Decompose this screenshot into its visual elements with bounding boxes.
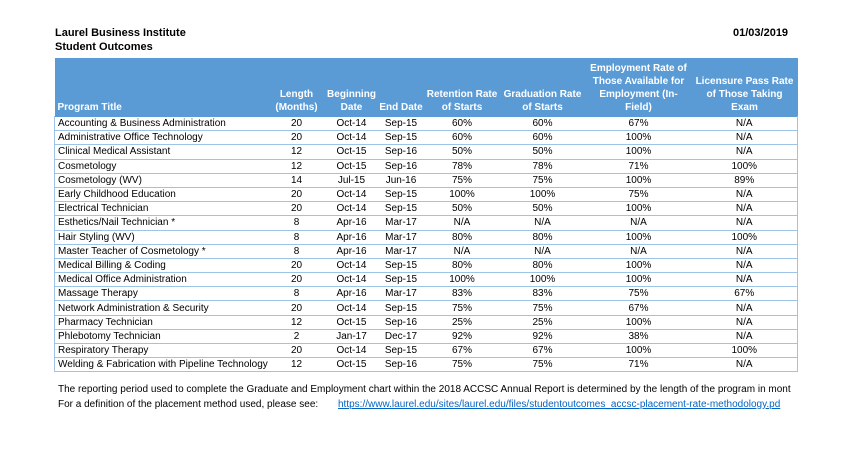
table-cell: N/A	[692, 202, 798, 216]
table-cell: Sep-15	[378, 258, 425, 272]
table-cell: Sep-15	[378, 117, 425, 131]
table-cell: 80%	[500, 230, 586, 244]
column-header: Program Title	[55, 58, 268, 117]
program-title-cell: Phlebotomy Technician	[55, 329, 268, 343]
table-cell: Oct-14	[326, 301, 378, 315]
table-cell: N/A	[692, 301, 798, 315]
column-header: End Date	[378, 58, 425, 117]
table-header-row	[55, 58, 798, 117]
table-cell: Oct-15	[326, 315, 378, 329]
table-cell: Sep-16	[378, 315, 425, 329]
table-cell: 100%	[586, 145, 692, 159]
table-cell: 100%	[425, 273, 500, 287]
table-cell: 20	[268, 344, 326, 358]
column-header: Length (Months)	[268, 58, 326, 117]
table-cell: Oct-14	[326, 258, 378, 272]
table-cell: Apr-16	[326, 216, 378, 230]
reporting-period-note: The reporting period used to complete the Graduate and Employment chart within the 2018 ACCSC Annual Report is determined by the length of the program in mont	[58, 384, 791, 395]
table-cell: 8	[268, 244, 326, 258]
table-cell: Oct-14	[326, 344, 378, 358]
methodology-link[interactable]: https://www.laurel.edu/sites/laurel.edu/files/studentoutcomes_accsc-placement-rate-methodology.pd	[338, 399, 781, 410]
column-header: Retention Rate of Starts	[425, 58, 500, 117]
program-title-cell: Medical Office Administration	[55, 273, 268, 287]
table-cell: N/A	[692, 329, 798, 343]
table-cell: 80%	[425, 230, 500, 244]
table-cell: Oct-14	[326, 187, 378, 201]
table-cell: N/A	[586, 216, 692, 230]
table-cell: 75%	[500, 358, 586, 372]
table-row	[55, 187, 798, 201]
table-cell: Oct-15	[326, 159, 378, 173]
table-cell: 83%	[500, 287, 586, 301]
table-cell: Apr-16	[326, 244, 378, 258]
table-cell: Jul-15	[326, 173, 378, 187]
table-cell: Sep-15	[378, 202, 425, 216]
table-cell: N/A	[692, 145, 798, 159]
table-cell: Sep-16	[378, 358, 425, 372]
table-cell: 100%	[500, 273, 586, 287]
table-cell: Apr-16	[326, 287, 378, 301]
program-title-cell: Administrative Office Technology	[55, 131, 268, 145]
table-cell: 100%	[586, 230, 692, 244]
table-cell: 25%	[500, 315, 586, 329]
table-row	[55, 145, 798, 159]
table-cell: N/A	[692, 117, 798, 131]
table-cell: 75%	[425, 301, 500, 315]
table-cell: 60%	[500, 131, 586, 145]
table-row	[55, 216, 798, 230]
table-cell: 2	[268, 329, 326, 343]
table-cell: Sep-16	[378, 159, 425, 173]
program-title-cell: Master Teacher of Cosmetology *	[55, 244, 268, 258]
table-cell: Sep-15	[378, 344, 425, 358]
table-cell: 75%	[500, 301, 586, 315]
table-cell: Oct-14	[326, 273, 378, 287]
table-cell: N/A	[500, 244, 586, 258]
table-cell: 25%	[425, 315, 500, 329]
table-cell: 12	[268, 159, 326, 173]
table-row	[55, 301, 798, 315]
table-cell: N/A	[692, 358, 798, 372]
table-cell: 100%	[586, 202, 692, 216]
table-cell: 75%	[425, 173, 500, 187]
table-cell: Oct-15	[326, 358, 378, 372]
table-cell: 20	[268, 202, 326, 216]
table-cell: Mar-17	[378, 216, 425, 230]
table-cell: 100%	[586, 131, 692, 145]
table-body	[55, 117, 798, 372]
table-cell: Apr-16	[326, 230, 378, 244]
table-cell: 89%	[692, 173, 798, 187]
table-cell: 50%	[425, 202, 500, 216]
table-cell: 75%	[586, 287, 692, 301]
table-cell: 78%	[425, 159, 500, 173]
program-title-cell: Hair Styling (WV)	[55, 230, 268, 244]
table-row	[55, 244, 798, 258]
table-cell: Oct-14	[326, 131, 378, 145]
table-cell: N/A	[692, 315, 798, 329]
table-cell: Sep-15	[378, 187, 425, 201]
program-title-cell: Pharmacy Technician	[55, 315, 268, 329]
table-cell: 100%	[586, 173, 692, 187]
table-cell: 8	[268, 230, 326, 244]
table-cell: N/A	[692, 131, 798, 145]
program-title-cell: Early Childhood Education	[55, 187, 268, 201]
table-cell: 8	[268, 287, 326, 301]
table-cell: 80%	[425, 258, 500, 272]
table-cell: 100%	[692, 159, 798, 173]
table-cell: 50%	[500, 145, 586, 159]
table-cell: 75%	[586, 187, 692, 201]
table-cell: 100%	[692, 230, 798, 244]
report-subtitle: Student Outcomes	[55, 41, 153, 53]
column-header: Licensure Pass Rate of Those Taking Exam	[692, 58, 798, 117]
table-cell: N/A	[692, 258, 798, 272]
table-cell: 60%	[425, 131, 500, 145]
table-cell: 12	[268, 315, 326, 329]
definition-label: For a definition of the placement method used, please see:	[58, 399, 319, 410]
table-cell: 100%	[692, 344, 798, 358]
table-row	[55, 344, 798, 358]
table-row	[55, 258, 798, 272]
table-cell: 12	[268, 358, 326, 372]
table-cell: Mar-17	[378, 230, 425, 244]
program-title-cell: Massage Therapy	[55, 287, 268, 301]
program-title-cell: Network Administration & Security	[55, 301, 268, 315]
table-row	[55, 117, 798, 131]
table-cell: 50%	[500, 202, 586, 216]
table-cell: 20	[268, 131, 326, 145]
placement-definition	[58, 398, 798, 412]
column-header: Employment Rate of Those Available for Employment (In-Field)	[586, 58, 692, 117]
table-cell: 100%	[586, 258, 692, 272]
table-cell: 20	[268, 273, 326, 287]
table-cell: 100%	[500, 187, 586, 201]
table-cell: 83%	[425, 287, 500, 301]
table-cell: N/A	[692, 273, 798, 287]
table-cell: N/A	[692, 187, 798, 201]
table-row	[55, 315, 798, 329]
table-row	[55, 131, 798, 145]
table-cell: 20	[268, 301, 326, 315]
table-cell: Jan-17	[326, 329, 378, 343]
table-cell: N/A	[500, 216, 586, 230]
program-title-cell: Cosmetology	[55, 159, 268, 173]
table-cell: 80%	[500, 258, 586, 272]
table-cell: Oct-14	[326, 202, 378, 216]
program-title-cell: Welding & Fabrication with Pipeline Technology	[55, 358, 268, 372]
table-cell: 92%	[425, 329, 500, 343]
table-cell: 100%	[586, 273, 692, 287]
table-row	[55, 358, 798, 372]
program-title-cell: Respiratory Therapy	[55, 344, 268, 358]
table-cell: Sep-15	[378, 301, 425, 315]
table-cell: 71%	[586, 358, 692, 372]
table-cell: Oct-14	[326, 117, 378, 131]
table-cell: 71%	[586, 159, 692, 173]
table-row	[55, 329, 798, 343]
table-cell: 67%	[586, 117, 692, 131]
table-cell: 14	[268, 173, 326, 187]
program-title-cell: Clinical Medical Assistant	[55, 145, 268, 159]
table-cell: 100%	[586, 315, 692, 329]
program-title-cell: Electrical Technician	[55, 202, 268, 216]
table-cell: 78%	[500, 159, 586, 173]
table-cell: 60%	[500, 117, 586, 131]
table-cell: Mar-17	[378, 244, 425, 258]
table-cell: N/A	[425, 244, 500, 258]
table-cell: Jun-16	[378, 173, 425, 187]
program-title-cell: Esthetics/Nail Technician *	[55, 216, 268, 230]
table-cell: 67%	[586, 301, 692, 315]
table-cell: 8	[268, 216, 326, 230]
table-cell: 75%	[425, 358, 500, 372]
column-header: Beginning Date	[326, 58, 378, 117]
table-cell: N/A	[692, 244, 798, 258]
table-cell: 67%	[425, 344, 500, 358]
table-cell: Dec-17	[378, 329, 425, 343]
table-cell: 38%	[586, 329, 692, 343]
table-cell: Sep-16	[378, 145, 425, 159]
student-outcomes-table	[54, 58, 798, 372]
table-cell: 60%	[425, 117, 500, 131]
table-cell: 75%	[500, 173, 586, 187]
table-row	[55, 230, 798, 244]
table-cell: 50%	[425, 145, 500, 159]
table-row	[55, 273, 798, 287]
table-cell: 20	[268, 187, 326, 201]
report-date: 01/03/2019	[733, 27, 789, 39]
program-title-cell: Medical Billing & Coding	[55, 258, 268, 272]
table-cell: N/A	[692, 216, 798, 230]
table-cell: Sep-15	[378, 273, 425, 287]
table-cell: 100%	[425, 187, 500, 201]
table-cell: 20	[268, 258, 326, 272]
table-cell: N/A	[425, 216, 500, 230]
table-cell: 92%	[500, 329, 586, 343]
program-title-cell: Cosmetology (WV)	[55, 173, 268, 187]
table-row	[55, 159, 798, 173]
report-header	[55, 26, 186, 54]
institution-name: Laurel Business Institute	[55, 27, 186, 39]
table-cell: 100%	[586, 344, 692, 358]
table-cell: 20	[268, 117, 326, 131]
column-header: Graduation Rate of Starts	[500, 58, 586, 117]
table-cell: Sep-15	[378, 131, 425, 145]
table-cell: N/A	[586, 244, 692, 258]
table-cell: Oct-15	[326, 145, 378, 159]
table-row	[55, 287, 798, 301]
table-cell: 67%	[500, 344, 586, 358]
table-cell: 67%	[692, 287, 798, 301]
table-row	[55, 202, 798, 216]
table-cell: 12	[268, 145, 326, 159]
program-title-cell: Accounting & Business Administration	[55, 117, 268, 131]
table-row	[55, 173, 798, 187]
table-cell: Mar-17	[378, 287, 425, 301]
